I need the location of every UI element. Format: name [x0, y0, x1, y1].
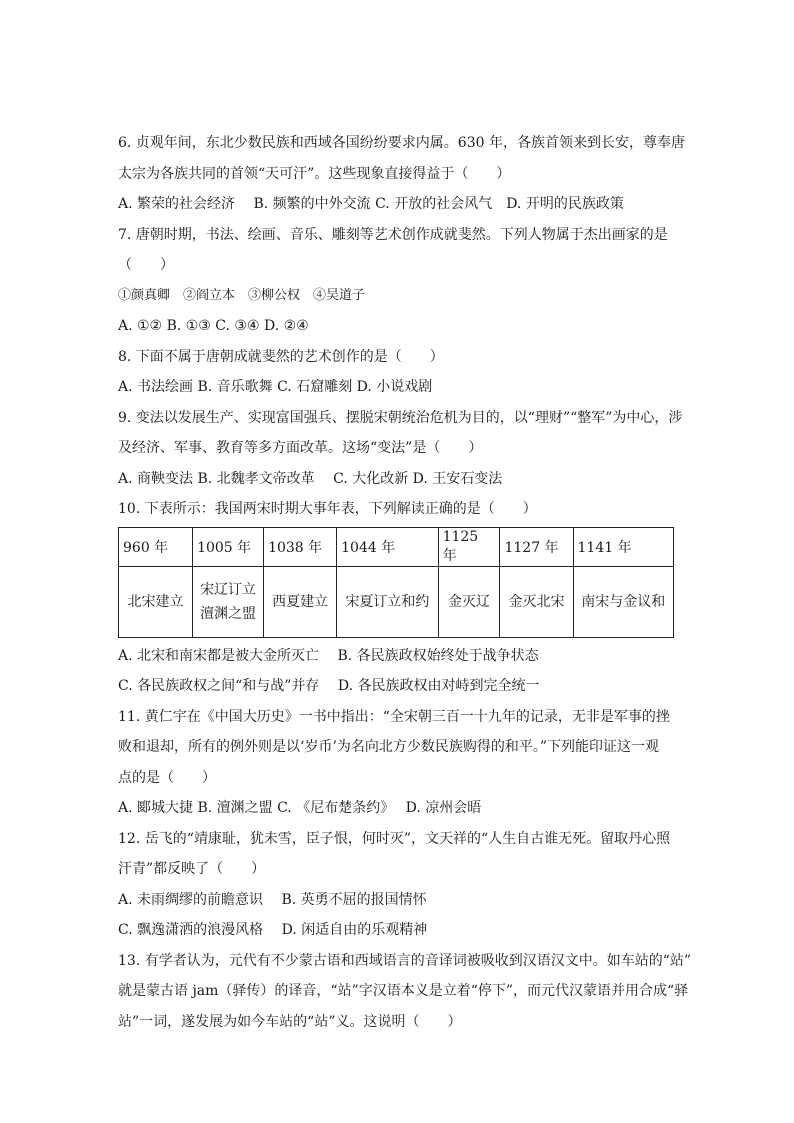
- q9-stem-line2: 及经济、军事、教育等多方面改革。这场“变法”是（ ）: [118, 440, 483, 456]
- q11-stem-line2: 败和退却，所有的例外则是以‘岁币’为名向北方少数民族购得的和平。”下列能印证这一观: [118, 739, 660, 755]
- event-text: 宋辽订立: [200, 581, 257, 598]
- q10-options-line2: C. 各民族政权之间“和与战”并存 D. 各民族政权由对峙到完全统一: [118, 678, 540, 694]
- q6-options: A. 繁荣的社会经济 B. 频繁的中外交流 C. 开放的社会风气 D. 开明的民族政策: [118, 196, 624, 212]
- year-cell: 960 年: [119, 527, 193, 566]
- event-cell: [119, 566, 193, 637]
- event-text: 宋夏订立和约: [345, 593, 430, 610]
- q9-stem-line1: 9. 变法以发展生产、实现富国强兵、摆脱宋朝统治危机为目的，以“理财”“整军”为中心，涉: [118, 409, 683, 426]
- q9-options: A. 商鞅变法 B. 北魏孝文帝改革 C. 大化改新 D. 王安石变法: [118, 470, 503, 487]
- year-cell: 1141 年: [573, 527, 673, 566]
- year-cell: 1044 年: [337, 527, 438, 566]
- event-text: 金灭北宋: [508, 593, 565, 610]
- q13-stem-line3: 站”一词，遂发展为如今车站的“站”义。这说明（ ）: [118, 1013, 462, 1030]
- event-cell: [500, 566, 573, 637]
- q7-stem-line2: （ ）: [118, 257, 174, 273]
- year-cell: 1125 年: [438, 527, 500, 566]
- event-cell: [264, 566, 337, 637]
- event-text: 澶渊之盟: [200, 605, 257, 622]
- q13-stem-line1: 13. 有学者认为，元代有不少蒙古语和西域语言的音译词被吸收到汉语汉文中。如车站的“站”: [118, 952, 692, 969]
- event-cell: [573, 566, 673, 637]
- q6-stem-line2: 太宗为各族共同的首领“天可汗”。这些现象直接得益于（ ）: [118, 165, 511, 182]
- q12-stem-line2: 汗青”都反映了（ ）: [118, 861, 266, 877]
- year-cell: 1005 年: [193, 527, 264, 566]
- q7-stem-line1: 7. 唐朝时期，书法、绘画、音乐、雕刻等艺术创作成就斐然。下列人物属于杰出画家的是: [118, 226, 668, 243]
- q12-options-line2: C. 飘逸潇洒的浪漫风格 D. 闲适自由的乐观精神: [118, 922, 428, 938]
- event-text: 北宋建立: [127, 593, 184, 610]
- q8-stem: 8. 下面不属于唐朝成就斐然的艺术创作的是（ ）: [118, 348, 444, 365]
- song-dynasty-timeline-table: [118, 527, 674, 638]
- event-text: 南宋与金议和: [581, 593, 666, 610]
- q12-stem-line1: 12. 岳飞的“靖康耻，犹未雪，臣子恨，何时灭”，文天祥的“人生自古谁无死。留取丹心照: [118, 830, 671, 847]
- event-cell: [193, 566, 264, 637]
- q10-options-line1: A. 北宋和南宋都是被大金所灭亡 B. 各民族政权始终处于战争状态: [118, 647, 539, 664]
- q7-items: ①颜真卿 ②阎立本 ③柳公权 ④吴道子: [118, 287, 366, 303]
- q11-stem-line3: 点的是（ ）: [118, 769, 216, 786]
- event-text: 金灭辽: [448, 593, 491, 610]
- table-row-events: [119, 566, 674, 637]
- q12-options-line1: A. 未雨绸缪的前瞻意识 B. 英勇不屈的报国情怀: [118, 891, 427, 908]
- exam-page: [118, 128, 692, 1037]
- event-cell: [337, 566, 438, 637]
- q7-options: A. ①② B. ①③ C. ③④ D. ②④: [118, 318, 309, 334]
- q11-stem-line1: 11. 黄仁宇在《中国大历史》一书中指出：“全宋朝三百一十九年的记录，无非是军事的挫: [118, 708, 670, 725]
- q13-stem-line2: 就是蒙古语 jam（驿传）的译音，“站”字汉语本义是立着“停下”，而元代汉蒙语并用合成“驿: [118, 983, 689, 999]
- q8-options: A. 书法绘画 B. 音乐歌舞 C. 石窟雕刻 D. 小说戏剧: [118, 379, 433, 395]
- q6-stem-line1: 6. 贞观年间，东北少数民族和西域各国纷纷要求内属。630 年，各族首领来到长安，尊奉唐: [118, 135, 685, 151]
- q11-options: A. 郾城大捷 B. 澶渊之盟 C. 《尼布楚条约》 D. 凉州会晤: [118, 800, 482, 816]
- q10-stem: 10. 下表所示：我国两宋时期大事年表，下列解读正确的是（ ）: [118, 501, 537, 517]
- year-cell: 1038 年: [264, 527, 337, 566]
- year-cell: 1127 年: [500, 527, 573, 566]
- event-cell: [438, 566, 500, 637]
- table-row-years: [119, 527, 674, 566]
- event-text: 西夏建立: [272, 593, 329, 610]
